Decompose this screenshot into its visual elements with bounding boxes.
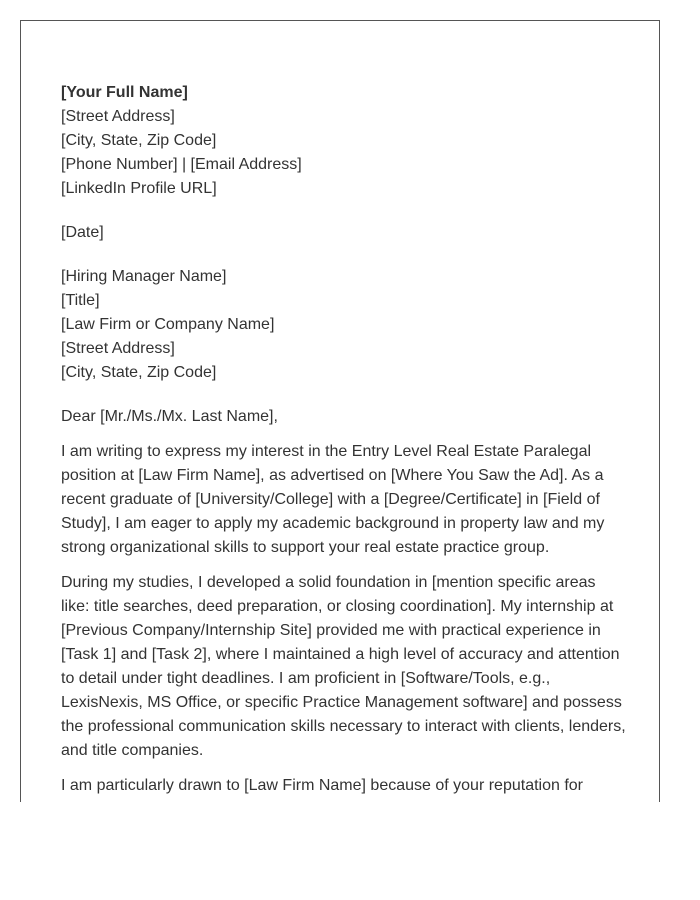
recipient-name: [Hiring Manager Name] [61,268,227,285]
recipient-city-state-zip: [City, State, Zip Code] [61,364,217,381]
salutation: Dear [Mr./Ms./Mx. Last Name], [61,408,278,425]
recipient-title: [Title] [61,292,100,309]
letter-page [20,20,660,802]
sender-city-state-zip: [City, State, Zip Code] [61,132,217,149]
sender-phone-email: [Phone Number] | [Email Address] [61,156,302,173]
recipient-block [61,265,626,385]
letter-content [61,81,626,798]
body-paragraph-3: I am particularly drawn to [Law Firm Name] because of your reputation for [61,777,583,794]
sender-block [61,81,626,201]
sender-linkedin: [LinkedIn Profile URL] [61,180,217,197]
recipient-street: [Street Address] [61,340,175,357]
letter-body [61,440,626,798]
recipient-company: [Law Firm or Company Name] [61,316,275,333]
sender-name: [Your Full Name] [61,84,188,101]
letter-date: [Date] [61,224,104,241]
body-paragraph-2: During my studies, I developed a solid foundation in [mention specific areas like: title searches, deed preparation, or closing coordination]. My internship at [Previous Company/Internship Site] provided me with practical experience in [Task 1] and [Task 2], where I maintained a high level of accuracy and attention to detail under tight deadlines. I am proficient in [Software/Tools, e.g., LexisNexis, MS Office, or specific Practice Management software] and possess the professional communication skills necessary to interact with clients, lenders, and title companies. [61,574,626,759]
sender-street: [Street Address] [61,108,175,125]
body-paragraph-1: I am writing to express my interest in the Entry Level Real Estate Paralegal position at [Law Firm Name], as advertised on [Where You Saw the Ad]. As a recent graduate of [University/College] with a [Degree/Certificate] in [Field of Study], I am eager to apply my academic background in property law and my strong organizational skills to support your real estate practice group. [61,443,605,556]
